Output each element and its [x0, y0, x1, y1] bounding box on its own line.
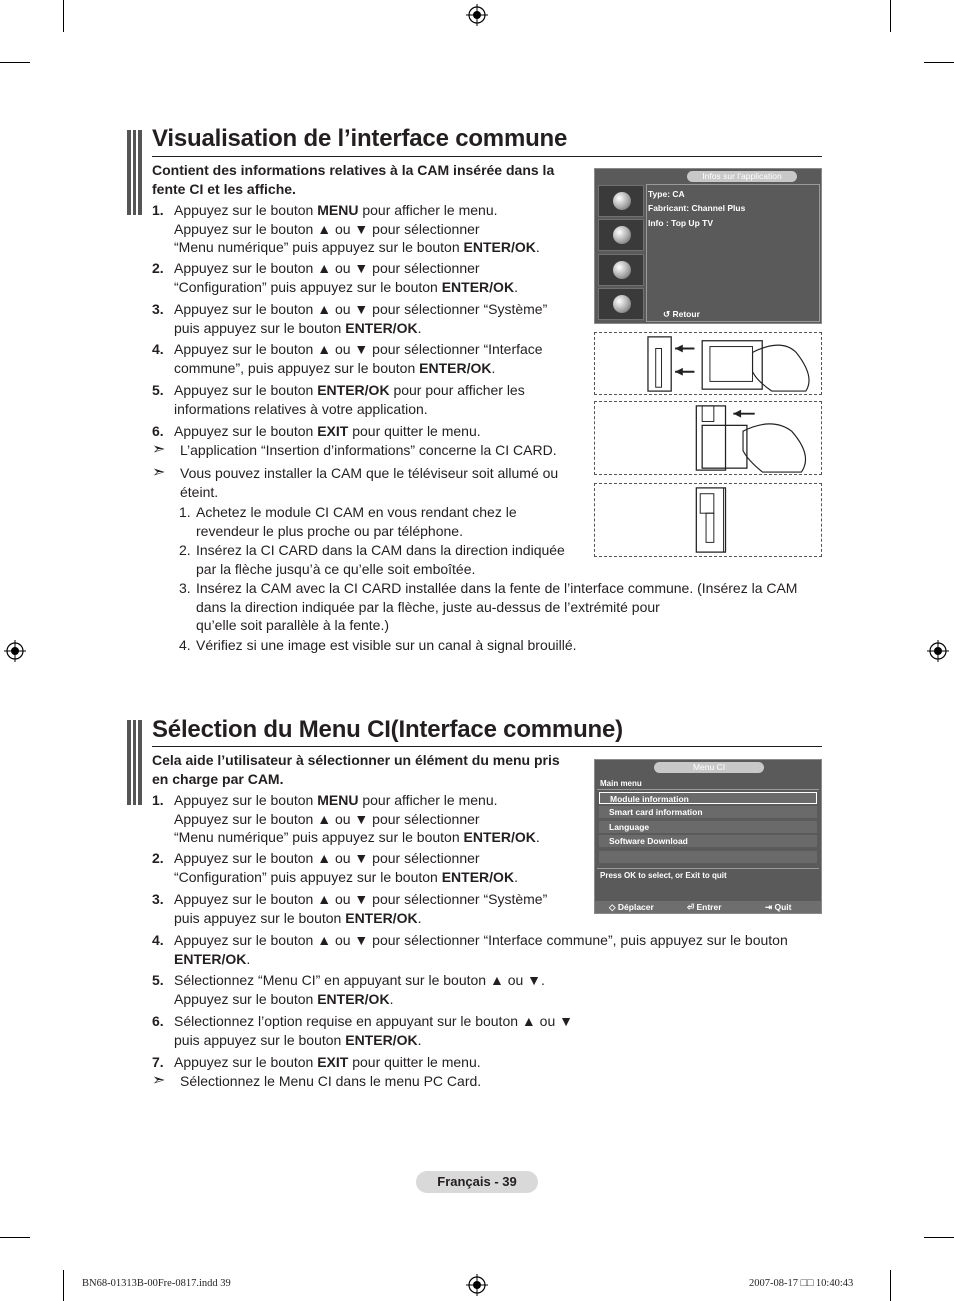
- step-line: Appuyez sur le bouton MENU pour afficher le menu.: [174, 202, 498, 218]
- step-text: [174, 381, 525, 418]
- step-line: ENTER/OK.: [174, 950, 251, 967]
- quit-icon: ⇥: [765, 902, 775, 912]
- step-line: Sélectionnez “Menu CI” en appuyant sur le bouton ▲ ou ▼.: [174, 972, 545, 988]
- app-info-screen: [594, 168, 822, 324]
- return-button[interactable]: ↺ Retour: [663, 309, 700, 319]
- step-number: 5.: [152, 972, 164, 988]
- step-item: [152, 890, 547, 927]
- info-manufacturer: Fabricant: Channel Plus: [648, 203, 746, 213]
- step-number: 4.: [152, 341, 164, 357]
- info-type: Type: CA: [648, 189, 685, 199]
- step-line: Appuyez sur le bouton ▲ ou ▼ pour sélectionner: [174, 220, 480, 237]
- menu-item-language[interactable]: Language: [599, 821, 817, 833]
- step-text: [196, 541, 565, 578]
- section-marker: [127, 130, 144, 215]
- step-line: Appuyez sur le bouton MENU pour afficher le menu.: [174, 792, 498, 808]
- substep-item: [179, 503, 517, 540]
- card-into-cam-illustration: [594, 401, 822, 475]
- step-text: [174, 201, 540, 257]
- registration-mark-icon: [927, 640, 949, 662]
- step-line: puis appuyez sur le bouton ENTER/OK.: [174, 909, 422, 926]
- step-line: Appuyez sur le bouton ▲ ou ▼ pour sélectionner: [174, 260, 480, 276]
- hint-text: Press OK to select, or Exit to quit: [600, 871, 727, 880]
- info-panel-border: [646, 184, 820, 322]
- step-item: [152, 1012, 573, 1049]
- step-line: puis appuyez sur le bouton ENTER/OK.: [174, 319, 422, 336]
- step-line: Appuyez sur le bouton ENTER/OK.: [174, 990, 394, 1007]
- registration-mark-icon: [4, 640, 26, 662]
- step-number: 2.: [152, 850, 164, 866]
- return-icon: ↺: [663, 309, 673, 319]
- step-line: informations relatives à votre application.: [174, 400, 428, 417]
- setup-icon: [598, 254, 644, 286]
- step-text: [174, 422, 481, 441]
- move-hint: ◇ Déplacer: [609, 902, 654, 912]
- move-icon: ◇: [609, 902, 618, 912]
- note-item: [152, 441, 557, 460]
- step-line: Sélectionnez l’option requise en appuyant sur le bouton ▲ ou ▼: [174, 1013, 573, 1029]
- step-text: [174, 300, 547, 337]
- input-icon: [598, 288, 644, 320]
- step-line: Appuyez sur le bouton ▲ ou ▼ pour sélectionner: [174, 810, 480, 827]
- step-number: 2.: [152, 260, 164, 276]
- info-application: Info : Top Up TV: [648, 218, 713, 228]
- step-text: [174, 1012, 573, 1049]
- step-line: Vérifiez si une image est visible sur un canal à signal brouillé.: [196, 637, 577, 653]
- step-line: L’application “Insertion d’informations” concerne la CI CARD.: [180, 442, 557, 458]
- step-text: [174, 849, 518, 886]
- step-number: 3.: [179, 580, 191, 596]
- step-number: 1.: [152, 202, 164, 218]
- step-item: [152, 300, 547, 337]
- step-item: [152, 849, 518, 886]
- step-number: 4.: [179, 637, 191, 653]
- section-title: Visualisation de l’interface commune: [152, 125, 568, 152]
- step-text: [180, 1072, 481, 1091]
- step-text: [180, 464, 558, 501]
- step-number: 7.: [152, 1054, 164, 1070]
- step-line: Appuyez sur le bouton ▲ ou ▼ pour sélectionner “Système”: [174, 301, 548, 317]
- step-item: [152, 422, 481, 441]
- step-number: 1.: [152, 792, 164, 808]
- step-item: [152, 340, 543, 377]
- step-line: Achetez le module CI CAM en vous rendant chez le: [196, 504, 517, 520]
- section-title: Sélection du Menu CI(Interface commune): [152, 716, 623, 743]
- page-number-badge: Français - 39: [416, 1171, 538, 1193]
- note-arrow-icon: ➣: [152, 1072, 166, 1089]
- main-menu-label: Main menu: [600, 779, 642, 788]
- step-item: [152, 971, 545, 1008]
- step-line: Appuyez sur le bouton ENTER/OK pour pour afficher les: [174, 382, 525, 398]
- step-line: par la flèche jusqu’à ce qu’elle soit emboîtée.: [196, 560, 476, 577]
- cam-insertion-illustration: [594, 332, 822, 395]
- step-text: [174, 1053, 481, 1072]
- step-item: [152, 259, 518, 296]
- step-line: Appuyez sur le bouton ▲ ou ▼ pour sélectionner “Interface commune”, puis appuyez sur le bouton: [174, 932, 788, 948]
- step-number: 6.: [152, 423, 164, 439]
- step-item: [152, 791, 540, 847]
- step-number: 1.: [179, 504, 191, 520]
- step-line: qu’elle soit parallèle à la fente.): [196, 617, 390, 633]
- substep-item: [179, 636, 577, 655]
- section-rule: [152, 746, 822, 747]
- step-text: [174, 259, 518, 296]
- step-text: [196, 636, 577, 655]
- section-rule: [152, 156, 822, 157]
- step-line: commune”, puis appuyez sur le bouton ENTER/OK.: [174, 359, 496, 376]
- step-line: Sélectionnez le Menu CI dans le menu PC Card.: [180, 1073, 482, 1089]
- step-line: Appuyez sur le bouton ▲ ou ▼ pour sélectionner “Système”: [174, 891, 548, 907]
- step-text: [174, 791, 540, 847]
- screen-tab: Menu CI: [654, 762, 764, 773]
- step-line: “Configuration” puis appuyez sur le bouton ENTER/OK.: [174, 278, 518, 295]
- step-line: dans la direction indiquée par la flèche, juste au-dessus de l’extrémité pour: [196, 598, 660, 615]
- screen-tab: Infos sur l’application: [687, 171, 797, 182]
- step-number: 3.: [152, 891, 164, 907]
- step-line: “Configuration” puis appuyez sur le bouton ENTER/OK.: [174, 868, 518, 885]
- registration-mark-icon: [466, 4, 488, 26]
- step-number: 6.: [152, 1013, 164, 1029]
- file-slug: BN68-01313B-00Fre-0817.indd 39: [82, 1278, 231, 1289]
- step-line: revendeur le plus proche ou par téléphone.: [196, 522, 463, 539]
- cam-installed-illustration: [594, 483, 822, 557]
- section-marker: [127, 720, 144, 805]
- step-text: [174, 340, 543, 377]
- note-arrow-icon: ➣: [152, 464, 166, 481]
- section-intro: Cela aide l’utilisateur à sélectionner un élément du menu pris en charge par CAM.: [152, 752, 560, 787]
- note-arrow-icon: ➣: [152, 441, 166, 458]
- step-item: [152, 1053, 481, 1072]
- quit-hint: ⇥ Quit: [765, 902, 792, 912]
- step-text: [174, 890, 547, 927]
- registration-mark-icon: [466, 1274, 488, 1296]
- step-line: Appuyez sur le bouton ▲ ou ▼ pour sélectionner: [174, 850, 480, 866]
- picture-icon: [598, 219, 644, 251]
- step-number: 3.: [152, 301, 164, 317]
- step-number: 2.: [179, 542, 191, 558]
- step-item: [152, 201, 540, 257]
- step-line: éteint.: [180, 483, 219, 500]
- step-line: “Menu numérique” puis appuyez sur le bouton ENTER/OK.: [174, 239, 540, 255]
- menu-item-empty[interactable]: [599, 851, 817, 863]
- step-line: Vous pouvez installer la CAM que le téléviseur soit allumé ou: [180, 465, 559, 481]
- step-text: [174, 971, 545, 1008]
- step-number: 5.: [152, 382, 164, 398]
- step-text: [196, 503, 517, 540]
- step-line: puis appuyez sur le bouton ENTER/OK.: [174, 1031, 422, 1048]
- menu-item-software-download[interactable]: Software Download: [599, 835, 817, 847]
- step-line: Insérez la CI CARD dans la CAM dans la direction indiquée: [196, 542, 565, 558]
- substep-item: [179, 541, 565, 578]
- menu-item-module-information[interactable]: Module information: [599, 792, 817, 804]
- menu-item-smart-card-information[interactable]: Smart card information: [599, 806, 817, 818]
- step-item: [152, 931, 788, 968]
- date-slug: 2007-08-17 □□ 10:40:43: [749, 1278, 854, 1289]
- section-intro: Contient des informations relatives à la CAM insérée dans la fente CI et les affiche.: [152, 162, 555, 197]
- step-text: [196, 579, 797, 635]
- note-item: [152, 464, 558, 501]
- enter-hint: ⏎ Entrer: [687, 902, 722, 912]
- step-line: Appuyez sur le bouton ▲ ou ▼ pour sélectionner “Interface: [174, 341, 543, 357]
- step-item: [152, 381, 525, 418]
- enter-icon: ⏎: [687, 902, 697, 912]
- note-item: [152, 1072, 481, 1091]
- step-line: Appuyez sur le bouton EXIT pour quitter le menu.: [174, 423, 481, 439]
- step-text: [174, 931, 788, 968]
- step-line: “Menu numérique” puis appuyez sur le bouton ENTER/OK.: [174, 829, 540, 845]
- step-line: Insérez la CAM avec la CI CARD installée dans la fente de l’interface commune. (Insérez la CAM: [196, 580, 798, 596]
- step-number: 4.: [152, 932, 164, 948]
- step-line: Appuyez sur le bouton EXIT pour quitter le menu.: [174, 1054, 481, 1070]
- step-text: [180, 441, 557, 460]
- substep-item: [179, 579, 797, 635]
- antenna-icon: [598, 185, 644, 217]
